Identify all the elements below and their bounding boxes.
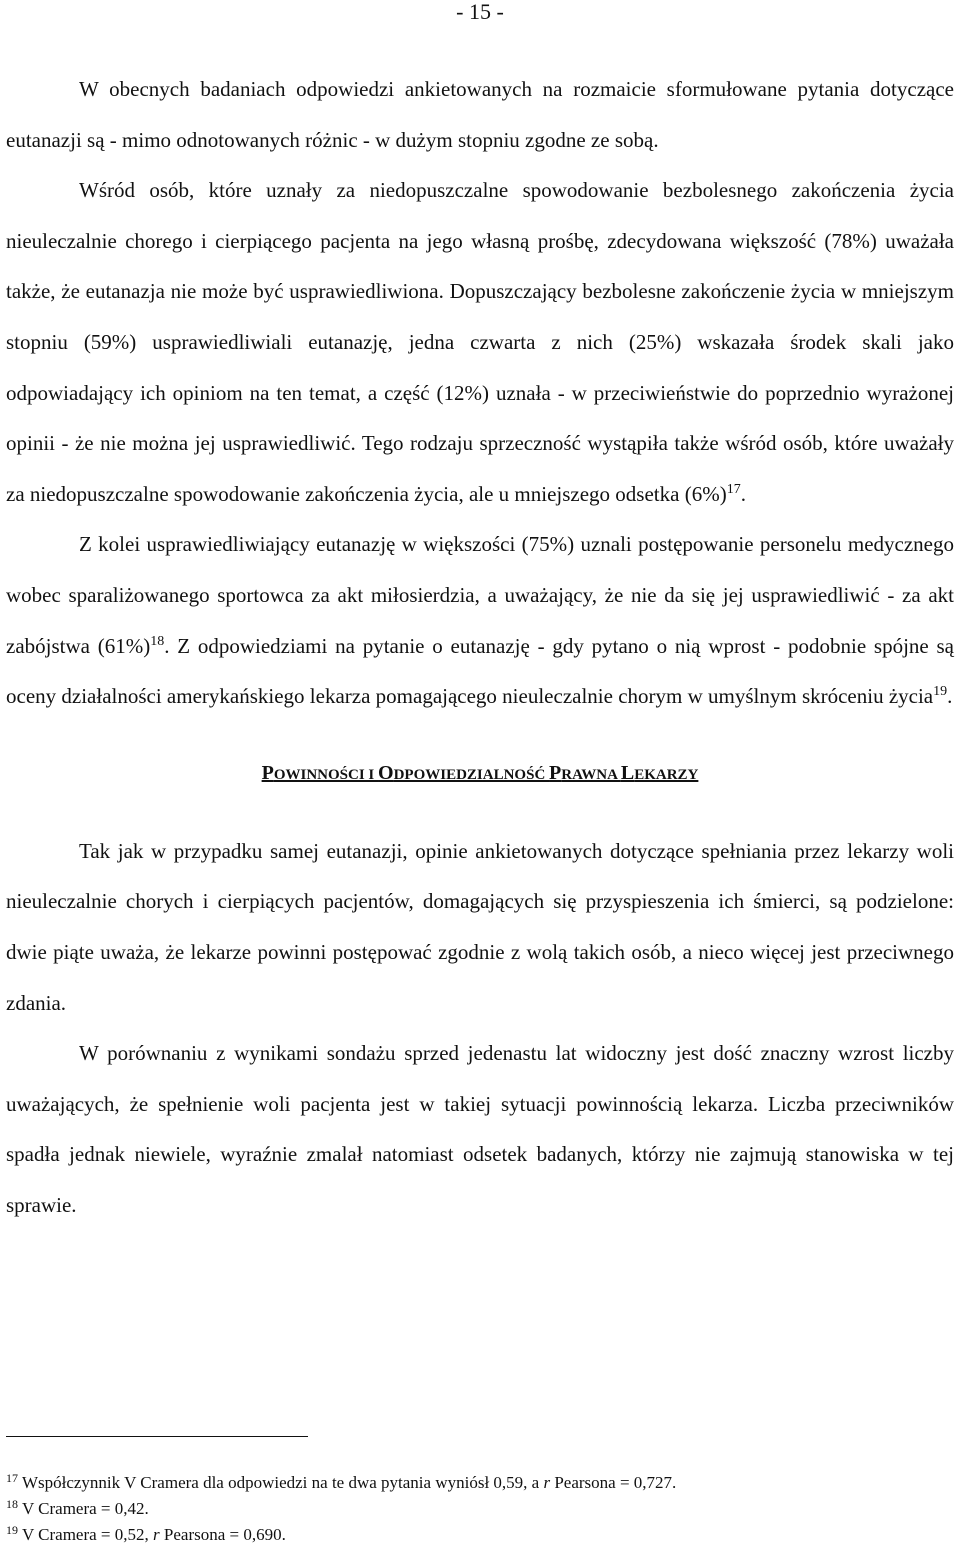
section-heading [6,748,954,800]
paragraph-3-text-a: Z kolei usprawiedliwiający eutanazję w większości (75%) uznali postępowanie personelu medycznego wobec sparaliżowanego sportowca za akt miłosierdzia, a uważający, że nie da się jej usprawiedliwić - za akt zabójstwa (61%) [6,532,954,658]
footnote-italic: r [543,1473,551,1492]
page-number: - 15 - [456,0,504,24]
footnote-text: Pearsona = 0,727. [550,1473,677,1492]
paragraph-3-end: . [947,684,953,709]
footnote-17 [6,1470,954,1496]
heading-smallcaps: OWINNOŚCI I [273,766,379,783]
paragraph-2 [6,165,954,519]
footnote-ref-17[interactable]: 17 [726,481,741,497]
paragraph-1: W obecnych badaniach odpowiedzi ankietowanych na rozmaicie sformułowane pytania dotyczące eutanazji są - mimo odnotowanych różnic - w dużym stopniu zgodne ze sobą. [6,77,954,152]
footnote-ref-18[interactable]: 18 [150,633,165,649]
document-body [6,64,954,1230]
paragraph-5: W porównaniu z wynikami sondażu sprzed jedenastu lat widoczny jest dość znaczny wzrost liczby uważających, że spełnienie woli pacjenta jest w takiej sytuacji powinnością lekarza. Liczba przeciwników spadła jednak niewiele, wyraźnie zmalał natomiast odsetek badanych, którzy nie zajmują stanowiska w tej sprawie. [6,1041,954,1217]
footnote-text: Pearsona = 0,690. [159,1525,286,1544]
paragraph-3 [6,519,954,721]
footnote-ref-19[interactable]: 19 [933,684,948,700]
footnote-number: 18 [6,1497,18,1511]
heading-smallcaps: EKARZY [634,766,699,783]
heading-cap: P [549,761,562,784]
paragraph-2-end: . [740,481,746,506]
paragraph-3-text-b: . Z odpowiedziami na pytanie o eutanazję - gdy pytano o nią wprost - podobnie spójne są oceny działalności amerykańskiego lekarza pomagającego nieuleczalnie chorym w umyślnym skróceniu życia [6,633,955,709]
paragraph-2-text: Wśród osób, które uznały za niedopuszczalne spowodowanie bezbolesnego zakończenia życia nieuleczalnie chorego i cierpiącego pacjenta na jego własną prośbę, zdecydowana większość (78%) uważała także, że eutanazja nie może być usprawiedliwiona. Dopuszczający bezbolesne zakończenie życia w mniejszym stopniu (59%) usprawiedliwiali eutanazję, jedna czwarta z nich (25%) wskazała środek skali jako odpowiadający ich opiniom na ten temat, a część (12%) uznała - w przeciwieństwie do poprzednio wyrażonej opinii - że nie można jej usprawiedliwić. Tego rodzaju sprzeczność wystąpiła także wśród osób, które uważały za niedopuszczalne spowodowanie zakończenia życia, ale u mniejszego odsetka (6%) [6,178,954,506]
footnote-italic: r [153,1525,160,1544]
heading-cap: O [378,761,394,784]
footnote-number: 19 [6,1523,18,1537]
footnote-19 [6,1522,954,1548]
footnote-text: V Cramera = 0,52, [18,1525,154,1544]
footnote-number: 17 [6,1471,18,1485]
footnotes [6,1470,954,1548]
paragraph-4: Tak jak w przypadku samej eutanazji, opinie ankietowanych dotyczące spełniania przez lekarzy woli nieuleczalnie chorych i cierpiących pacjentów, domagających się przyspieszenia ich śmierci, są podzielone: dwie piąte uważa, że lekarze powinni postępować zgodnie z wolą takich osób, a nieco więcej jest przeciwnego zdania. [6,838,954,1015]
footnote-18 [6,1496,954,1522]
heading-cap: L [620,761,635,784]
footnote-text: V Cramera = 0,42. [18,1499,149,1518]
footnote-text: Współczynnik V Cramera dla odpowiedzi na te dwa pytania wyniósł 0,59, a [18,1473,544,1492]
footnote-separator [6,1436,308,1437]
heading-cap: P [261,761,274,784]
heading-smallcaps: DPOWIEDZIALNOŚĆ [393,766,550,783]
heading-smallcaps: RAWNA [561,766,621,783]
